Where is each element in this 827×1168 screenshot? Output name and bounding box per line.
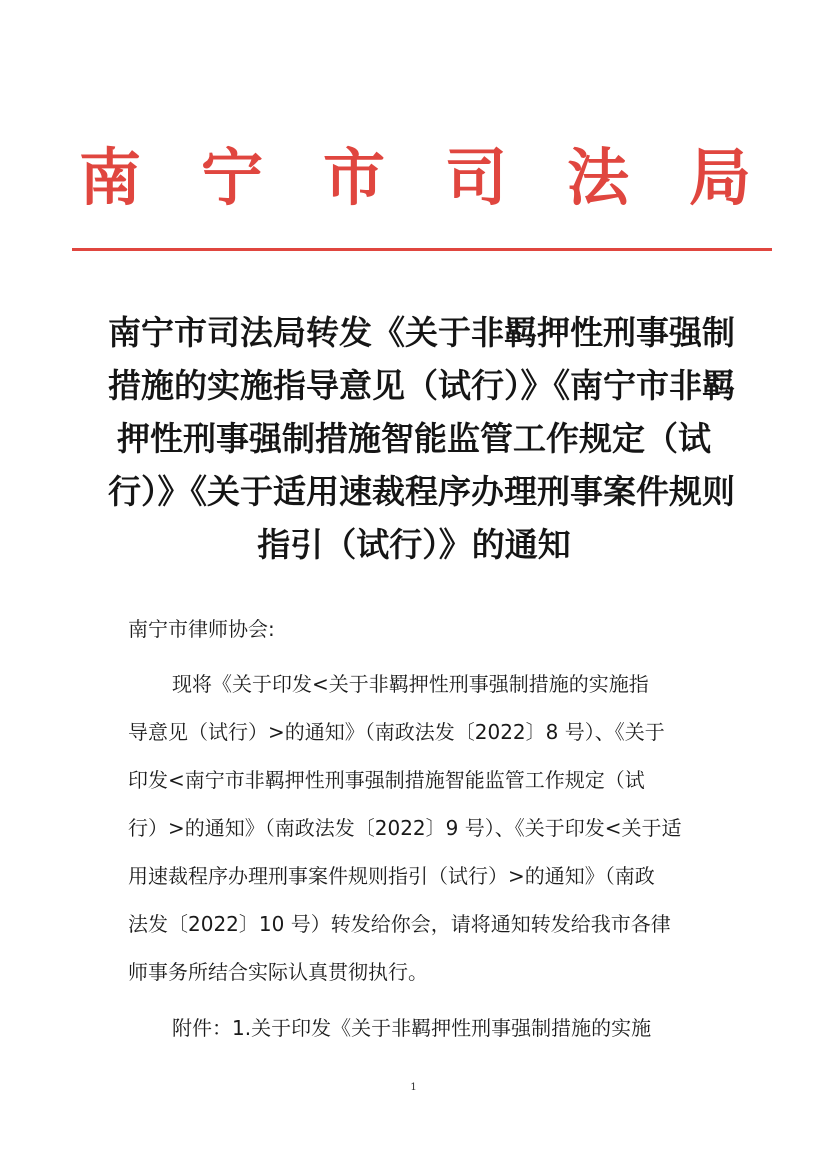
body-line: 导意见（试行）>的通知》（南政法发〔2022〕8 号）、《关于 xyxy=(128,720,665,744)
addressee: 南宁市律师协会: xyxy=(128,617,275,641)
red-divider-line xyxy=(72,248,772,251)
issuer-masthead xyxy=(70,128,760,228)
body-line: 现将《关于印发<关于非羁押性刑事强制措施的实施指 xyxy=(172,672,649,696)
attachment-line: 附件：1.关于印发《关于非羁押性刑事强制措施的实施 xyxy=(172,1016,652,1040)
title-line: 南宁市司法局转发《关于非羁押性刑事强制 xyxy=(108,313,735,352)
document-title xyxy=(108,306,735,571)
body-paragraph xyxy=(128,660,708,996)
masthead-char: 司 xyxy=(444,141,507,214)
masthead-char: 宁 xyxy=(200,141,263,214)
masthead-char: 局 xyxy=(688,141,751,214)
body-line: 用速裁程序办理刑事案件规则指引（试行）>的通知》（南政 xyxy=(128,864,655,888)
title-line: 指引（试行）》的通知 xyxy=(257,525,571,564)
masthead-char: 法 xyxy=(566,141,629,214)
body-line: 师事务所结合实际认真贯彻执行。 xyxy=(128,960,428,984)
masthead-char: 南 xyxy=(78,141,141,214)
title-line: 措施的实施指导意见（试行）》《南宁市非羁 xyxy=(108,366,735,405)
masthead-char: 市 xyxy=(322,141,385,214)
page-number: 1 xyxy=(410,1082,417,1093)
title-line: 押性刑事强制措施智能监管工作规定（试 xyxy=(117,419,711,458)
title-line: 行）》《关于适用速裁程序办理刑事案件规则 xyxy=(108,472,735,511)
body-line: 法发〔2022〕10 号）转发给你会，请将通知转发给我市各律 xyxy=(128,912,671,936)
body-line: 行）>的通知》（南政法发〔2022〕9 号）、《关于印发<关于适 xyxy=(128,816,682,840)
body-line: 印发<南宁市非羁押性刑事强制措施智能监管工作规定（试 xyxy=(128,768,645,792)
